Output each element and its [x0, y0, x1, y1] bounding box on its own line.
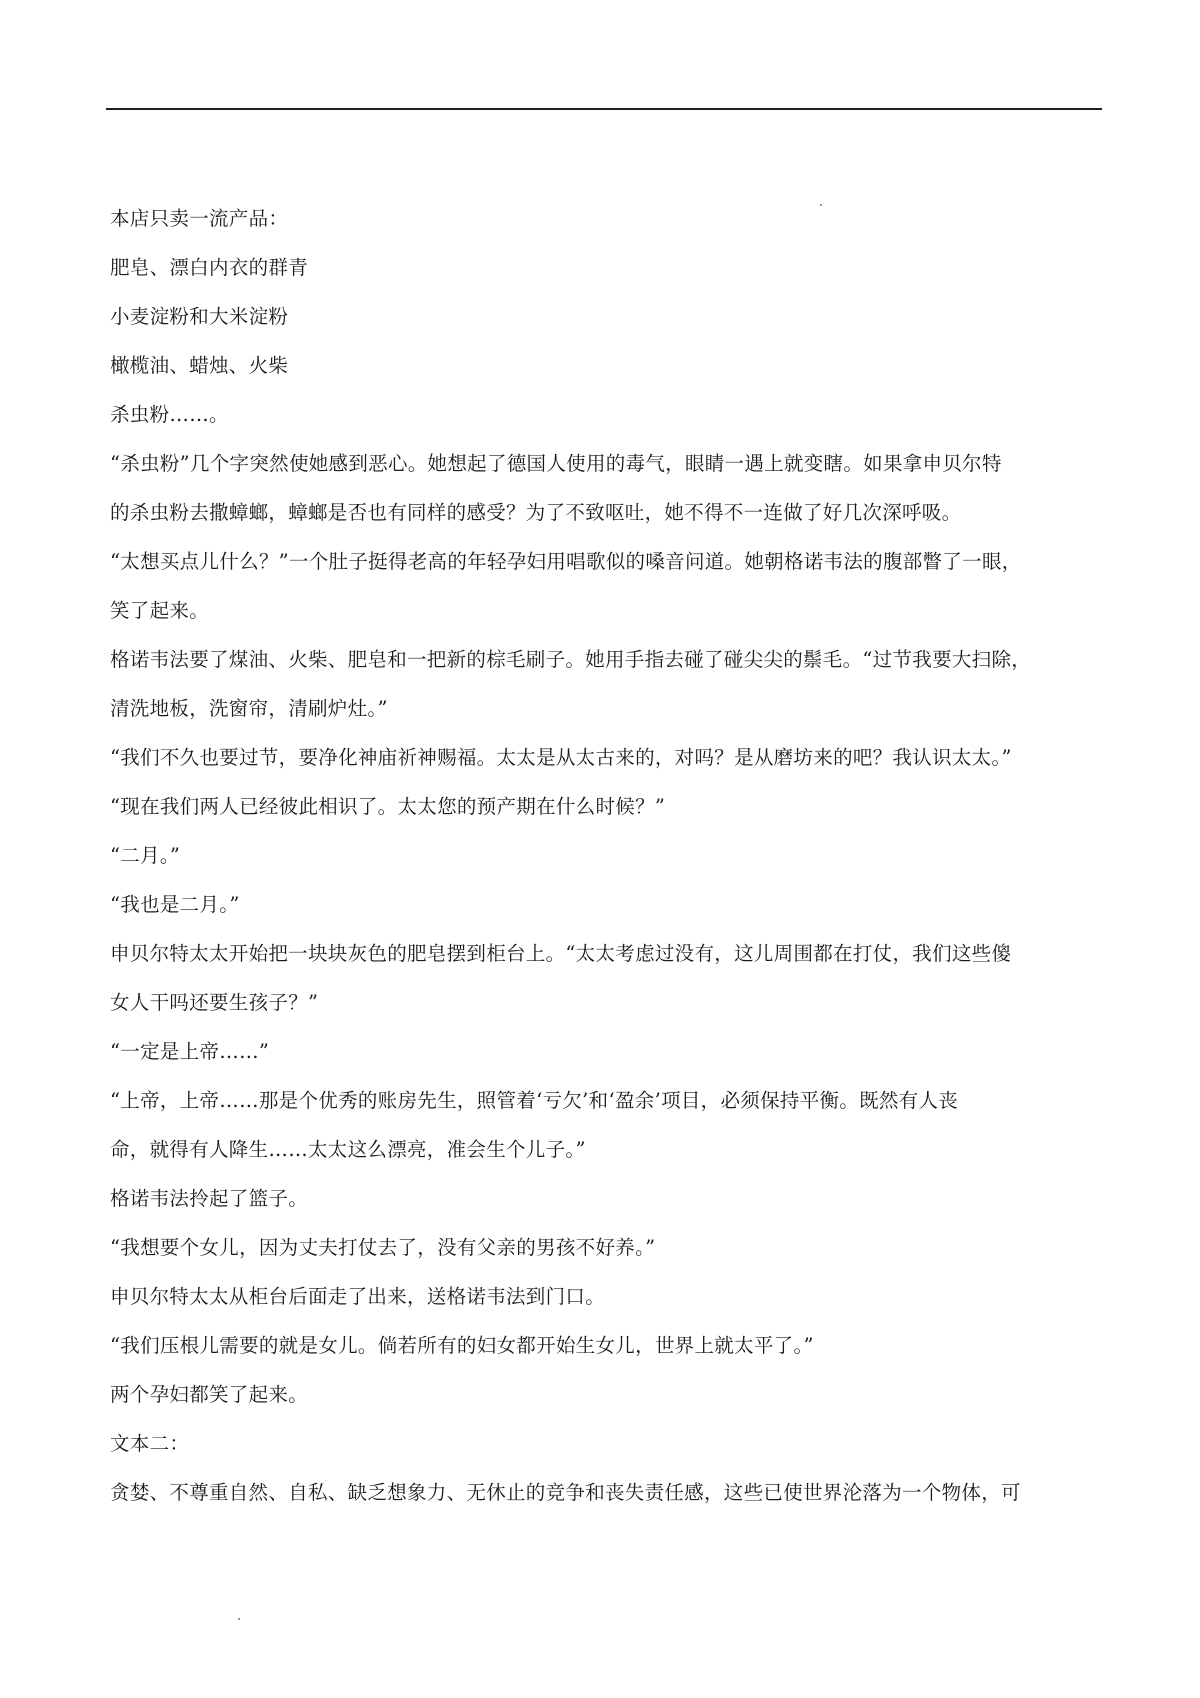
- text-line: “一定是上帝……”: [110, 1040, 270, 1063]
- document-body: [110, 194, 1100, 1517]
- text-line: 两个孕妇都笑了起来。: [110, 1383, 309, 1406]
- text-line: “我也是二月。”: [110, 893, 240, 916]
- text-line: 命，就得有人降生……太太这么漂亮，准会生个儿子。”: [110, 1138, 586, 1161]
- text-line: “太想买点儿什么？”一个肚子挺得老高的年轻孕妇用唱歌似的嗓音问道。她朝格诺韦法的腹部瞥了一眼，: [110, 550, 1022, 573]
- text-line: 贪婪、不尊重自然、自私、缺乏想象力、无休止的竞争和丧失责任感，这些已使世界沦落为一个物体，可: [110, 1481, 1021, 1504]
- text-line: 申贝尔特太太从柜台后面走了出来，送格诺韦法到门口。: [110, 1285, 606, 1308]
- text-line: 杀虫粉……。: [110, 403, 229, 426]
- text-line: “杀虫粉”几个字突然使她感到恶心。她想起了德国人使用的毒气，眼睛一遇上就变瞎。如果拿申贝尔特: [110, 452, 1002, 475]
- text-line: 小麦淀粉和大米淀粉: [110, 305, 289, 328]
- text-line: “上帝，上帝……那是个优秀的账房先生，照管着‘亏欠’和‘盈余’项目，必须保持平衡。既然有人丧: [110, 1089, 959, 1112]
- text-line: “二月。”: [110, 844, 181, 867]
- section-heading: 文本二：: [110, 1432, 190, 1455]
- text-line: 本店只卖一流产品：: [110, 207, 289, 230]
- text-line: 的杀虫粉去撒蟑螂，蟑螂是否也有同样的感受？为了不致呕吐，她不得不一连做了好几次深呼吸。: [110, 501, 962, 524]
- text-line: 清洗地板，洗窗帘，清刷炉灶。”: [110, 697, 388, 720]
- text-line: “我们不久也要过节，要净化神庙祈神赐福。太太是从太古来的，对吗？是从磨坊来的吧？我认识太太。”: [110, 746, 1012, 769]
- text-line: 格诺韦法要了煤油、火柴、肥皂和一把新的棕毛刷子。她用手指去碰了碰尖尖的鬃毛。“过节我要大扫除，: [110, 648, 1032, 671]
- text-line: 笑了起来。: [110, 599, 210, 622]
- header-rule: [106, 108, 1102, 110]
- text-line: 格诺韦法拎起了篮子。: [110, 1187, 309, 1210]
- text-line: 申贝尔特太太开始把一块块灰色的肥皂摆到柜台上。“太太考虑过没有，这儿周围都在打仗，我们这些傻: [110, 942, 1012, 965]
- text-line: 女人干吗还要生孩子？”: [110, 991, 319, 1014]
- text-line: “我想要个女儿，因为丈夫打仗去了，没有父亲的男孩不好养。”: [110, 1236, 656, 1259]
- scan-speck: [238, 1618, 240, 1620]
- text-line: 肥皂、漂白内衣的群青: [110, 256, 309, 279]
- text-line: 橄榄油、蜡烛、火柴: [110, 354, 289, 377]
- text-line: “我们压根儿需要的就是女儿。倘若所有的妇女都开始生女儿，世界上就太平了。”: [110, 1334, 814, 1357]
- text-line: “现在我们两人已经彼此相识了。太太您的预产期在什么时候？”: [110, 795, 666, 818]
